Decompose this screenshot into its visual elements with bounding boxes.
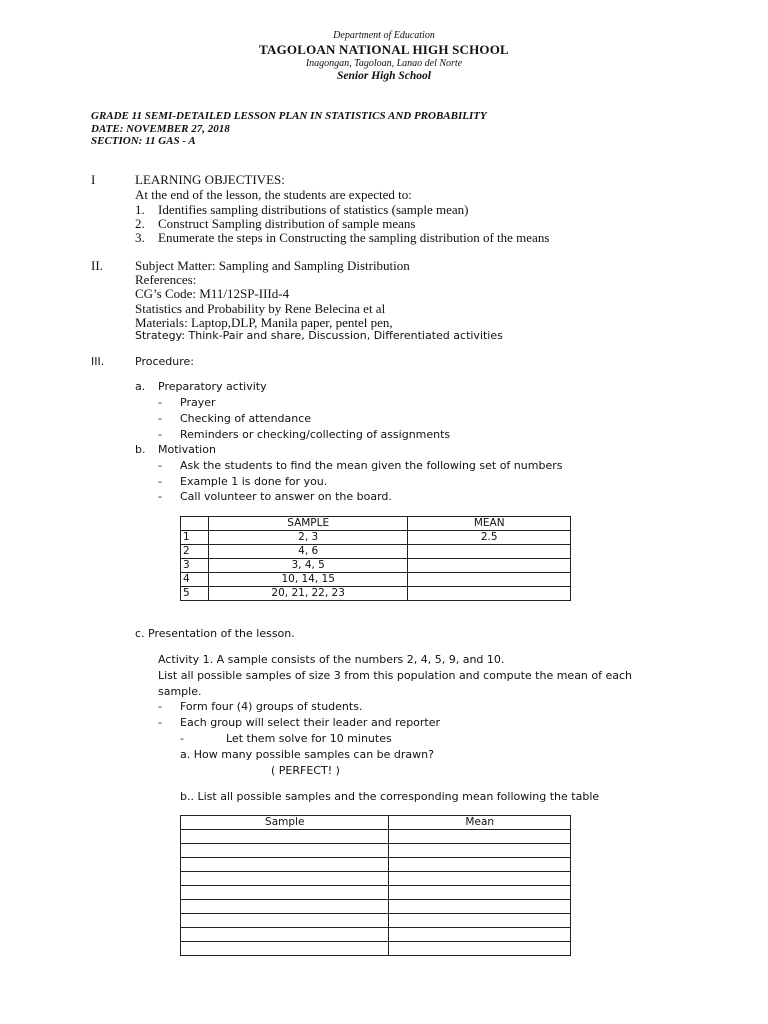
table-cell: 20, 21, 22, 23 bbox=[208, 587, 407, 601]
table-header: Sample bbox=[181, 816, 389, 830]
bullet-dash: - bbox=[158, 412, 162, 425]
table-cell bbox=[181, 914, 389, 928]
table-row bbox=[181, 559, 571, 573]
table-cell bbox=[181, 830, 389, 844]
objectives-heading: LEARNING OBJECTIVES: bbox=[135, 172, 285, 187]
bullet-dash: - bbox=[158, 475, 162, 488]
table-cell bbox=[181, 942, 389, 956]
materials: Materials: Laptop,DLP, Manila paper, pentel pen, bbox=[135, 315, 393, 330]
procedure-numeral: III. bbox=[91, 355, 105, 368]
presentation-heading: c. Presentation of the lesson. bbox=[135, 627, 295, 640]
table-header-row bbox=[181, 517, 571, 531]
question-a: a. How many possible samples can be drawn? bbox=[180, 748, 434, 761]
table-row bbox=[181, 900, 571, 914]
preparatory-activity-title: Preparatory activity bbox=[158, 380, 267, 393]
list-item: Example 1 is done for you. bbox=[180, 475, 328, 488]
list-item: Each group will select their leader and reporter bbox=[180, 716, 441, 729]
lesson-section: SECTION: 11 GAS - A bbox=[91, 135, 196, 147]
objective-text: Identifies sampling distributions of statistics (sample mean) bbox=[158, 202, 469, 217]
samples-answer-table bbox=[180, 815, 571, 956]
table-row bbox=[181, 830, 571, 844]
strategy: Strategy: Think-Pair and share, Discussion, Differentiated activities bbox=[135, 329, 503, 342]
question-b: b.. List all possible samples and the corresponding mean following the table bbox=[180, 790, 600, 803]
table-cell bbox=[408, 573, 571, 587]
school-level: Senior High School bbox=[337, 70, 431, 82]
school-address: Inagongan, Tagoloan, Lanao del Norte bbox=[305, 58, 463, 69]
table-cell bbox=[389, 900, 571, 914]
cg-code: CG’s Code: M11/12SP-IIId-4 bbox=[135, 286, 290, 301]
table-cell: 4 bbox=[181, 573, 209, 587]
objectives-numeral: I bbox=[91, 172, 96, 187]
table-cell: 10, 14, 15 bbox=[208, 573, 407, 587]
bullet-dash: - bbox=[180, 732, 184, 745]
step-label: a. bbox=[135, 380, 146, 393]
activity-statement: Activity 1. A sample consists of the numbers 2, 4, 5, 9, and 10. bbox=[158, 653, 505, 666]
table-row bbox=[181, 844, 571, 858]
school-name: TAGOLOAN NATIONAL HIGH SCHOOL bbox=[259, 42, 509, 57]
list-item: Prayer bbox=[180, 396, 216, 409]
department-name: Department of Education bbox=[333, 30, 435, 41]
activity-instruction: List all possible samples of size 3 from this population and compute the mean of each bbox=[158, 669, 633, 682]
objective-text: Enumerate the steps in Constructing the sampling distribution of the means bbox=[158, 230, 550, 245]
bullet-dash: - bbox=[158, 716, 162, 729]
table-row bbox=[181, 914, 571, 928]
table-cell bbox=[408, 587, 571, 601]
table-cell bbox=[181, 872, 389, 886]
table-cell bbox=[181, 858, 389, 872]
table-cell bbox=[389, 872, 571, 886]
table-cell bbox=[389, 928, 571, 942]
bullet-dash: - bbox=[158, 459, 162, 472]
motivation-title: Motivation bbox=[158, 443, 216, 456]
objective-number: 3. bbox=[135, 230, 145, 245]
table-cell bbox=[389, 942, 571, 956]
table-cell: 3, 4, 5 bbox=[208, 559, 407, 573]
table-cell bbox=[181, 928, 389, 942]
table-cell bbox=[389, 830, 571, 844]
sub-list-item: Let them solve for 10 minutes bbox=[226, 732, 392, 745]
objective-text: Construct Sampling distribution of sample means bbox=[158, 216, 416, 231]
table-header bbox=[181, 517, 209, 531]
subject-numeral: II. bbox=[91, 258, 103, 273]
table-row bbox=[181, 942, 571, 956]
sample-mean-table bbox=[180, 516, 571, 601]
table-cell: 4, 6 bbox=[208, 545, 407, 559]
table-row bbox=[181, 928, 571, 942]
table-row bbox=[181, 587, 571, 601]
bullet-dash: - bbox=[158, 490, 162, 503]
table-row bbox=[181, 531, 571, 545]
table-header-row bbox=[181, 816, 571, 830]
subject-matter: Subject Matter: Sampling and Sampling Distribution bbox=[135, 258, 410, 273]
step-label: b. bbox=[135, 443, 146, 456]
reference-book: Statistics and Probability by Rene Belecina et al bbox=[135, 301, 386, 316]
objective-number: 1. bbox=[135, 202, 145, 217]
table-cell bbox=[408, 559, 571, 573]
table-row bbox=[181, 858, 571, 872]
bullet-dash: - bbox=[158, 700, 162, 713]
table-cell: 2, 3 bbox=[208, 531, 407, 545]
table-header: MEAN bbox=[408, 517, 571, 531]
table-row bbox=[181, 545, 571, 559]
table-row bbox=[181, 872, 571, 886]
table-cell bbox=[389, 914, 571, 928]
list-item: Call volunteer to answer on the board. bbox=[180, 490, 392, 503]
table-cell bbox=[389, 886, 571, 900]
list-item: Ask the students to find the mean given the following set of numbers bbox=[180, 459, 563, 472]
table-cell: 1 bbox=[181, 531, 209, 545]
objective-number: 2. bbox=[135, 216, 145, 231]
table-cell bbox=[408, 545, 571, 559]
table-row bbox=[181, 573, 571, 587]
list-item: Form four (4) groups of students. bbox=[180, 700, 363, 713]
list-item: Reminders or checking/collecting of assignments bbox=[180, 428, 451, 441]
table-cell: 2.5 bbox=[408, 531, 571, 545]
answer-a: ( PERFECT! ) bbox=[271, 764, 340, 777]
table-cell: 2 bbox=[181, 545, 209, 559]
table-header: Mean bbox=[389, 816, 571, 830]
table-header: SAMPLE bbox=[208, 517, 407, 531]
objectives-intro: At the end of the lesson, the students are expected to: bbox=[135, 187, 412, 202]
lesson-plan-title: GRADE 11 SEMI-DETAILED LESSON PLAN IN STATISTICS AND PROBABILITY bbox=[91, 110, 487, 122]
table-cell bbox=[181, 900, 389, 914]
list-item: Checking of attendance bbox=[180, 412, 312, 425]
bullet-dash: - bbox=[158, 396, 162, 409]
table-row bbox=[181, 886, 571, 900]
table-cell bbox=[389, 858, 571, 872]
table-cell bbox=[181, 886, 389, 900]
procedure-heading: Procedure: bbox=[135, 355, 194, 368]
table-cell: 5 bbox=[181, 587, 209, 601]
lesson-date: DATE: NOVEMBER 27, 2018 bbox=[91, 123, 230, 135]
table-cell bbox=[389, 844, 571, 858]
bullet-dash: - bbox=[158, 428, 162, 441]
table-cell: 3 bbox=[181, 559, 209, 573]
activity-instruction-cont: sample. bbox=[158, 685, 202, 698]
table-cell bbox=[181, 844, 389, 858]
references-label: References: bbox=[135, 272, 197, 287]
